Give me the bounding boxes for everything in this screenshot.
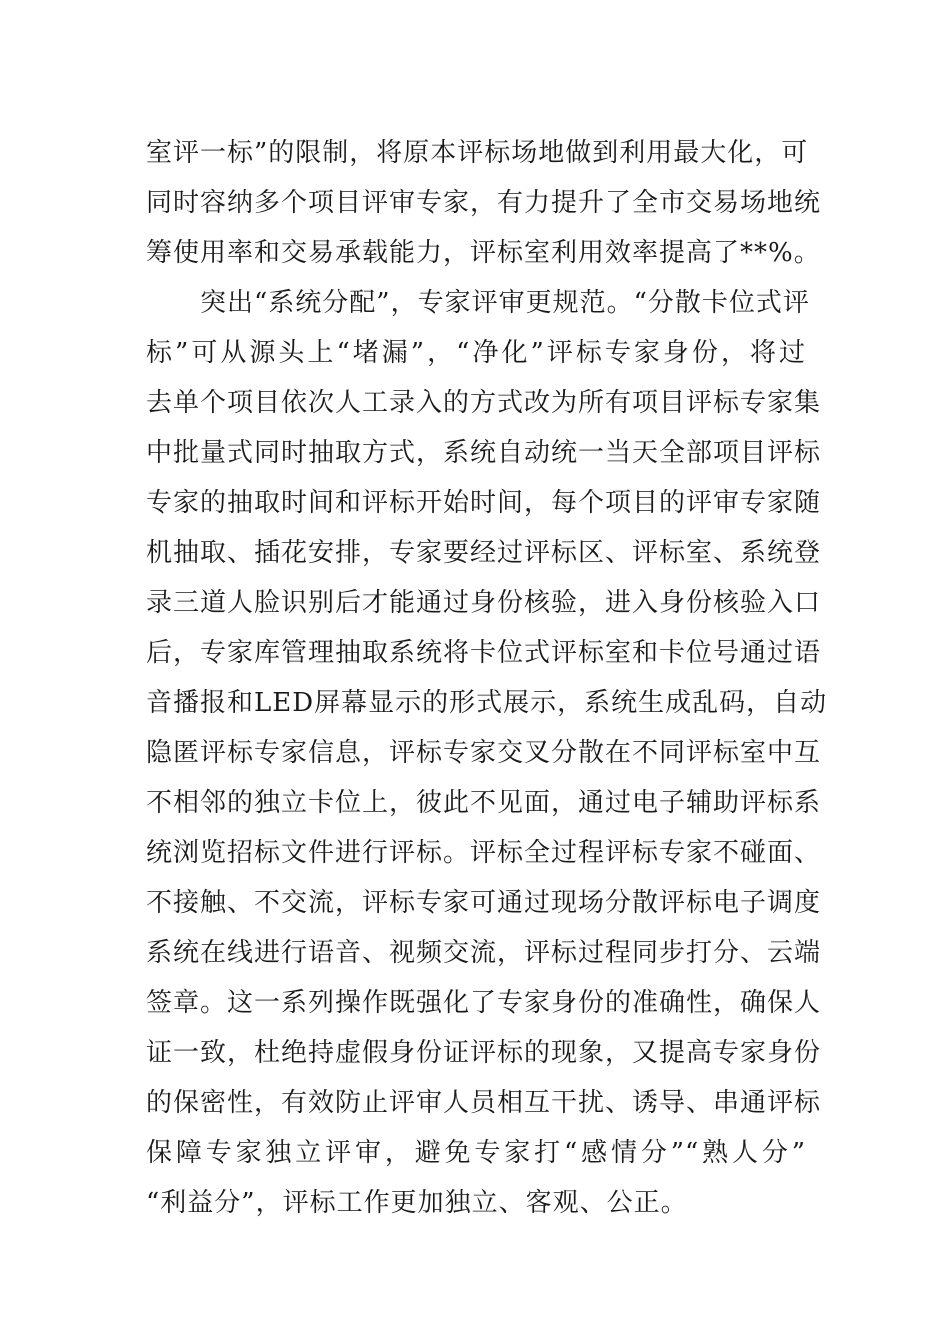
text-line: 专家的抽取时间和评标开始时间，每个项目的评审专家随 — [146, 488, 822, 518]
text-line: 系统在线进行语音、视频交流，评标过程同步打分、云端 — [146, 938, 822, 968]
text-line: 筹使用率和交易承载能力，评标室利用效率提高了**%。 — [146, 238, 821, 268]
text-line: 录三道人脸识别后才能通过身份核验，进入身份核验入口 — [146, 588, 822, 618]
text-line: 隐匿评标专家信息，评标专家交叉分散在不同评标室中互 — [146, 738, 822, 768]
text-line: “利益分”，评标工作更加独立、客观、公正。 — [146, 1188, 688, 1218]
text-line: 签章。这一系列操作既强化了专家身份的准确性，确保人 — [146, 988, 822, 1018]
text-line: 的保密性，有效防止评审人员相互干扰、诱导、串通评标 — [146, 1088, 822, 1118]
text-line: 机抽取、插花安排，专家要经过评标区、评标室、系统登 — [146, 538, 822, 568]
text-line: 不相邻的独立卡位上，彼此不见面，通过电子辅助评标系 — [146, 788, 822, 818]
text-line: 保障专家独立评审，避免专家打“感情分”“熟人分” — [146, 1138, 806, 1168]
text-line: 不接触、不交流，评标专家可通过现场分散评标电子调度 — [146, 888, 822, 918]
text-line: 去单个项目依次人工录入的方式改为所有项目评标专家集 — [146, 388, 822, 418]
text-line: 同时容纳多个项目评审专家，有力提升了全市交易场地统 — [146, 188, 822, 218]
text-line: 标”可从源头上“堵漏”，“净化”评标专家身份，将过 — [146, 338, 806, 368]
text-line: 音播报和LED屏幕显示的形式展示，系统生成乱码，自动 — [146, 688, 828, 718]
text-line: 中批量式同时抽取方式，系统自动统一当天全部项目评标 — [146, 438, 822, 468]
text-line: 证一致，杜绝持虚假身份证评标的现象，又提高专家身份 — [146, 1038, 822, 1068]
text-line: 室评一标”的限制，将原本评标场地做到利用最大化，可 — [146, 138, 809, 168]
body-text — [146, 128, 828, 1228]
text-line: 突出“系统分配”，专家评审更规范。“分散卡位式评 — [146, 288, 810, 318]
text-line: 统浏览招标文件进行评标。评标全过程评标专家不碰面、 — [146, 838, 822, 868]
text-line: 后，专家库管理抽取系统将卡位式评标室和卡位号通过语 — [146, 638, 822, 668]
